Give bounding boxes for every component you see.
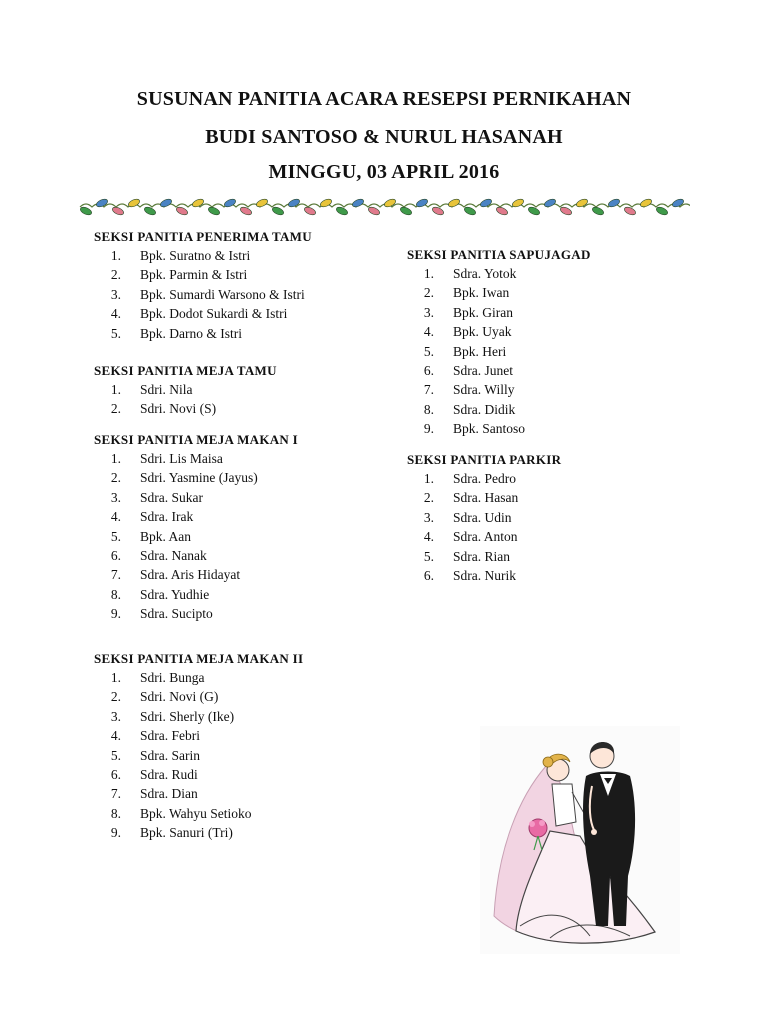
item-number: 3. <box>110 708 121 724</box>
list-item <box>94 399 394 418</box>
item-number: 2. <box>110 470 121 486</box>
member-name: Bpk. Giran <box>453 304 513 320</box>
list-item <box>407 322 707 341</box>
item-number: 4. <box>110 728 121 744</box>
leaf <box>95 198 109 209</box>
member-name: Sdra. Yudhie <box>140 586 210 602</box>
item-number: 3. <box>110 489 121 505</box>
title-line-3: MINGGU, 03 APRIL 2016 <box>268 161 500 183</box>
member-name: Bpk. Iwan <box>453 285 510 301</box>
member-name: Sdra. Udin <box>453 509 512 525</box>
floral-border-icon <box>78 197 690 217</box>
item-number: 5. <box>110 325 121 341</box>
list-item <box>94 380 394 399</box>
section-heading: SEKSI PANITIA MEJA MAKAN I <box>94 432 299 447</box>
item-number: 2. <box>423 490 434 506</box>
leaf <box>399 206 413 217</box>
section-sapujagad <box>407 246 707 439</box>
section-meja-makan-2 <box>94 650 394 843</box>
member-name: Sdra. Rian <box>453 548 510 564</box>
leaf <box>207 206 221 217</box>
member-name: Bpk. Santoso <box>453 421 526 437</box>
member-name: Sdra. Dian <box>140 786 198 802</box>
member-name: Sdra. Irak <box>140 509 194 525</box>
section-heading: SEKSI PANITIA PARKIR <box>407 452 562 467</box>
section-heading: SEKSI PANITIA MEJA TAMU <box>94 363 277 378</box>
item-number: 8. <box>110 805 121 821</box>
member-name: Sdra. Rudi <box>140 766 198 782</box>
item-number: 3. <box>423 304 434 320</box>
list-item <box>407 400 707 419</box>
list-item <box>94 765 394 784</box>
item-number: 1. <box>110 451 121 466</box>
member-list <box>94 246 394 343</box>
leaf <box>671 198 685 209</box>
leaf <box>287 198 301 209</box>
member-name: Bpk. Suratno & Istri <box>140 248 251 263</box>
member-name: Bpk. Wahyu Setioko <box>140 805 252 821</box>
item-number: 2. <box>110 689 121 705</box>
leaf <box>175 206 189 217</box>
item-number: 5. <box>110 747 121 763</box>
section-penerima-tamu <box>94 228 394 343</box>
leaf <box>191 198 205 209</box>
member-name: Sdri. Lis Maisa <box>140 451 223 466</box>
member-name: Sdri. Yasmine (Jayus) <box>140 470 258 486</box>
member-name: Sdra. Anton <box>453 529 518 545</box>
list-item <box>94 804 394 823</box>
leaf <box>559 206 573 217</box>
leaf <box>543 198 557 209</box>
list-item <box>94 565 394 584</box>
leaf <box>623 206 637 217</box>
member-name: Sdra. Sarin <box>140 747 200 763</box>
member-name: Bpk. Aan <box>140 528 192 544</box>
item-number: 4. <box>423 324 434 340</box>
leaf <box>639 198 653 209</box>
member-name: Sdra. Didik <box>453 401 516 417</box>
list-item <box>94 265 394 284</box>
member-name: Sdra. Yotok <box>453 266 517 281</box>
leaf <box>383 198 397 209</box>
member-name: Sdra. Aris Hidayat <box>140 567 241 583</box>
member-name: Sdra. Sucipto <box>140 606 213 622</box>
member-name: Sdra. Hasan <box>453 490 519 506</box>
list-item <box>94 468 394 487</box>
member-name: Sdri. Novi (S) <box>140 401 217 417</box>
member-name: Sdri. Sherly (Ike) <box>140 708 235 724</box>
leaf <box>511 198 525 209</box>
wedding-couple-icon <box>480 726 680 954</box>
list-item <box>94 823 394 842</box>
member-name: Sdra. Sukar <box>140 489 203 505</box>
member-name: Sdra. Junet <box>453 362 513 378</box>
item-number: 1. <box>110 670 121 685</box>
list-item <box>407 419 707 438</box>
section-heading: SEKSI PANITIA MEJA MAKAN II <box>94 651 304 666</box>
leaf <box>655 206 669 217</box>
list-item <box>94 707 394 726</box>
list-item <box>407 380 707 399</box>
item-number: 9. <box>423 421 434 437</box>
item-number: 2. <box>110 267 121 283</box>
item-number: 4. <box>110 306 121 322</box>
list-item <box>407 303 707 322</box>
item-number: 9. <box>110 825 121 841</box>
leaf <box>111 206 125 217</box>
member-list <box>407 264 707 439</box>
member-name: Sdra. Nanak <box>140 547 207 563</box>
list-item <box>94 246 394 265</box>
member-name: Sdra. Pedro <box>453 471 516 486</box>
list-item <box>407 508 707 527</box>
list-item <box>407 547 707 566</box>
item-number: 5. <box>423 343 434 359</box>
leaf <box>367 206 381 217</box>
title-line-2: BUDI SANTOSO & NURUL HASANAH <box>205 126 563 148</box>
leaf <box>303 206 317 217</box>
member-name: Sdri. Bunga <box>140 670 205 685</box>
member-name: Bpk. Uyak <box>453 324 512 340</box>
member-name: Bpk. Dodot Sukardi & Istri <box>140 306 288 322</box>
list-item <box>94 784 394 803</box>
leaf <box>447 198 461 209</box>
member-list <box>94 668 394 843</box>
section-heading: SEKSI PANITIA SAPUJAGAD <box>407 247 591 262</box>
leaf <box>127 198 141 209</box>
item-number: 1. <box>110 382 121 397</box>
item-number: 6. <box>423 567 434 583</box>
section-meja-makan-1 <box>94 431 394 624</box>
member-name: Sdra. Willy <box>453 382 515 398</box>
list-item <box>94 527 394 546</box>
leaf <box>351 198 365 209</box>
section-parkir <box>407 451 707 585</box>
member-name: Sdri. Novi (G) <box>140 689 219 705</box>
list-item <box>94 604 394 623</box>
member-name: Bpk. Sumardi Warsono & Istri <box>140 286 305 302</box>
member-name: Sdra. Febri <box>140 728 200 744</box>
leaf <box>79 206 93 217</box>
list-item <box>407 469 707 488</box>
item-number: 9. <box>110 606 121 622</box>
leaf <box>335 206 349 217</box>
leaf <box>255 198 269 209</box>
list-item <box>407 342 707 361</box>
list-item <box>94 285 394 304</box>
leaf <box>607 198 621 209</box>
member-name: Bpk. Heri <box>453 343 507 359</box>
leaf <box>415 198 429 209</box>
list-item <box>94 488 394 507</box>
member-list <box>94 449 394 624</box>
item-number: 5. <box>423 548 434 564</box>
item-number: 3. <box>423 509 434 525</box>
item-number: 4. <box>423 529 434 545</box>
item-number: 5. <box>110 528 121 544</box>
list-item <box>94 585 394 604</box>
leaf <box>319 198 333 209</box>
member-name: Bpk. Parmin & Istri <box>140 267 248 283</box>
list-item <box>94 507 394 526</box>
item-number: 8. <box>110 586 121 602</box>
section-meja-tamu <box>94 362 394 419</box>
leaf <box>463 206 477 217</box>
list-item <box>94 687 394 706</box>
item-number: 6. <box>110 766 121 782</box>
section-heading: SEKSI PANITIA PENERIMA TAMU <box>94 229 312 244</box>
leaf <box>575 198 589 209</box>
item-number: 7. <box>110 786 121 802</box>
member-name: Sdri. Nila <box>140 382 193 397</box>
member-list <box>94 380 394 419</box>
list-item <box>94 449 394 468</box>
member-name: Sdra. Nurik <box>453 567 516 583</box>
item-number: 2. <box>110 401 121 417</box>
leaf <box>271 206 285 217</box>
leaf <box>479 198 493 209</box>
item-number: 6. <box>423 362 434 378</box>
item-number: 1. <box>423 266 434 281</box>
item-number: 7. <box>423 382 434 398</box>
item-number: 4. <box>110 509 121 525</box>
leaf <box>495 206 509 217</box>
list-item <box>407 283 707 302</box>
leaf <box>527 206 541 217</box>
leaf <box>591 206 605 217</box>
member-name: Bpk. Sanuri (Tri) <box>140 825 233 841</box>
member-name: Bpk. Darno & Istri <box>140 325 242 341</box>
list-item <box>407 527 707 546</box>
title-line-1: SUSUNAN PANITIA ACARA RESEPSI PERNIKAHAN <box>136 88 632 110</box>
list-item <box>407 361 707 380</box>
item-number: 2. <box>423 285 434 301</box>
leaf <box>143 206 157 217</box>
list-item <box>94 546 394 565</box>
leaf <box>159 198 173 209</box>
list-item <box>94 324 394 343</box>
item-number: 6. <box>110 547 121 563</box>
list-item <box>94 304 394 323</box>
item-number: 1. <box>110 248 121 263</box>
member-list <box>407 469 707 585</box>
item-number: 8. <box>423 401 434 417</box>
list-item <box>407 264 707 283</box>
list-item <box>94 746 394 765</box>
item-number: 1. <box>423 471 434 486</box>
list-item <box>94 726 394 745</box>
item-number: 3. <box>110 286 121 302</box>
leaf <box>431 206 445 217</box>
item-number: 7. <box>110 567 121 583</box>
leaf <box>239 206 253 217</box>
list-item <box>94 668 394 687</box>
leaf <box>223 198 237 209</box>
list-item <box>407 566 707 585</box>
list-item <box>407 488 707 507</box>
